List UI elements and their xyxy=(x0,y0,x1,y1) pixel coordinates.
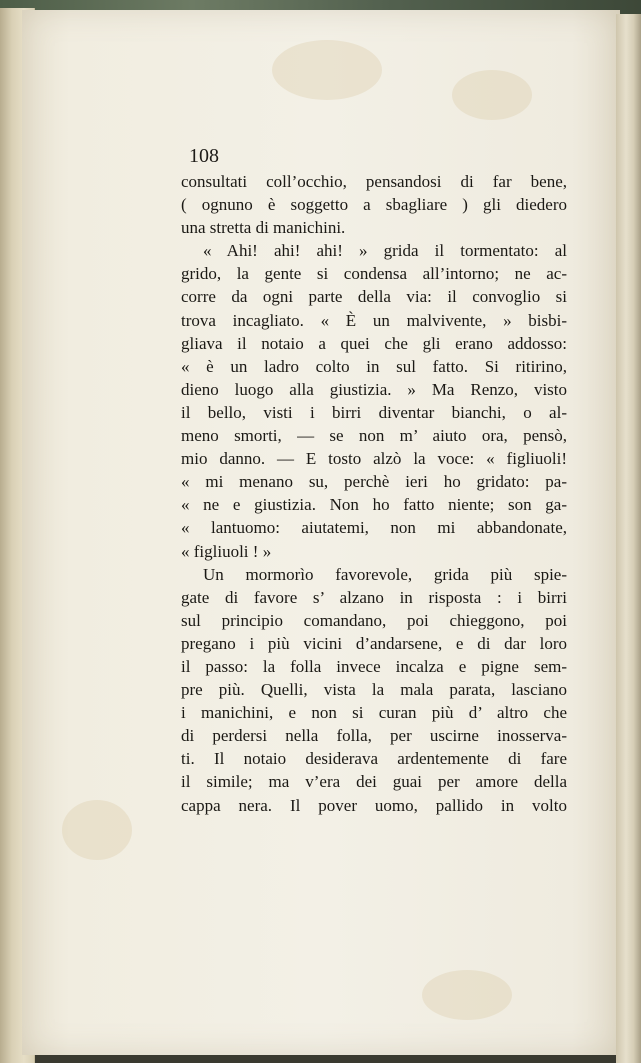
foxing-stain xyxy=(452,70,532,120)
text-line: « figliuoli ! » xyxy=(181,541,272,561)
text-line: ( ognuno è soggetto a sbagliare ) gli diedero xyxy=(181,195,567,215)
text-line: gate di favore s’ alzano in risposta : i birri xyxy=(181,587,567,607)
text-line: dieno luogo alla giustizia. » Ma Renzo, visto xyxy=(181,379,567,399)
text-line: trova incagliato. « È un malvivente, » bisbi- xyxy=(181,310,567,330)
text-line: il bello, visti i birri diventar bianchi, o al- xyxy=(181,402,567,422)
text-line: « lantuomo: aiutatemi, non mi abbandonate, xyxy=(181,518,567,538)
text-line: « Ahi! ahi! ahi! » grida il tormentato: al xyxy=(203,241,567,261)
text-line: « ne e giustizia. Non ho fatto niente; son ga- xyxy=(181,495,567,515)
text-line: grido, la gente si condensa all’intorno; ne ac- xyxy=(181,264,567,284)
text-line: il simile; ma v’era dei guai per amore della xyxy=(181,772,567,792)
foxing-stain xyxy=(272,40,382,100)
text-line: pregano i più vicini d’andarsene, e di dar loro xyxy=(181,633,567,653)
text-line: corre da ogni parte della via: il convoglio si xyxy=(181,287,567,307)
text-line: meno smorti, — se non m’ aiuto ora, pensò, xyxy=(181,426,567,446)
foxing-stain xyxy=(422,970,512,1020)
text-line: « è un ladro colto in sul fatto. Si ritirino, xyxy=(181,356,567,376)
text-line: i manichini, e non si curan più d’ altro che xyxy=(181,703,567,723)
text-line: di perdersi nella folla, per uscirne inosserva- xyxy=(181,726,567,746)
text-line: consultati coll’occhio, pensandosi di far bene, xyxy=(181,172,567,191)
text-line: « mi menano su, perchè ieri ho gridato: pa- xyxy=(181,472,567,492)
text-line: una stretta di manichini. xyxy=(181,218,346,238)
text-line: pre più. Quelli, vista la mala parata, lasciano xyxy=(181,680,567,700)
text-line: Un mormorìo favorevole, grida più spie- xyxy=(203,564,567,584)
text-line: mio danno. — E tosto alzò la voce: « figliuoli! xyxy=(181,449,567,469)
page-number: 108 xyxy=(189,145,219,167)
text-line: gliava il notaio a quei che gli erano addosso: xyxy=(181,333,567,353)
text-line: ti. Il notaio desiderava ardentemente di fare xyxy=(181,749,567,769)
foxing-stain xyxy=(62,800,132,860)
text-line: il passo: la folla invece incalza e pigne sem- xyxy=(181,656,567,676)
body-text xyxy=(181,170,567,817)
page-stack-right-edge xyxy=(616,14,641,1063)
text-line: sul principio comandano, poi chieggono, poi xyxy=(181,610,567,630)
text-line: cappa nera. Il pover uomo, pallido in volto xyxy=(181,795,567,815)
